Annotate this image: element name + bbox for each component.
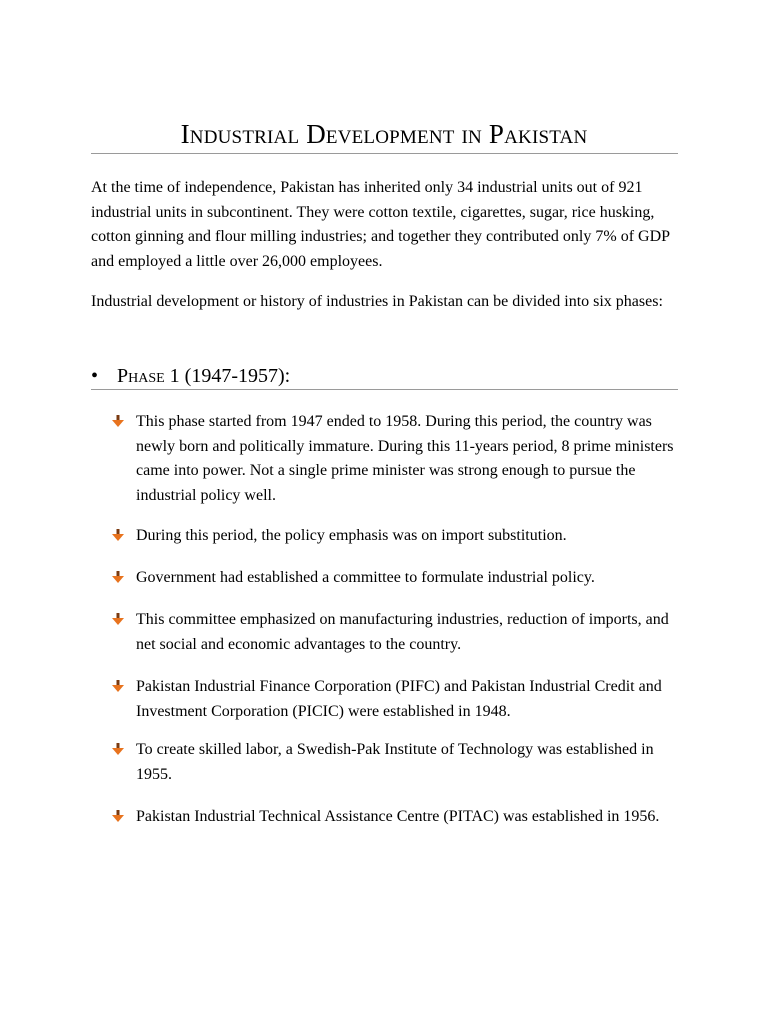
list-item-text: To create skilled labor, a Swedish-Pak Institute of Technology was established in 1955. — [136, 741, 654, 783]
down-arrow-bullet-icon — [112, 743, 124, 755]
list-item-text: Government had established a committee to formulate industrial policy. — [136, 569, 595, 586]
list-item-text: This committee emphasized on manufacturing industries, reduction of imports, and net social and economic advantages to the country. — [136, 611, 669, 653]
list-item-text: Pakistan Industrial Finance Corporation (PIFC) and Pakistan Industrial Credit and Investment Corporation (PICIC) were established in 1948. — [136, 678, 662, 720]
down-arrow-bullet-icon — [112, 415, 124, 427]
phase-1-heading-text: Phase 1 (1947-1957): — [117, 365, 291, 387]
down-arrow-bullet-icon — [112, 529, 124, 541]
list-item-text: This phase started from 1947 ended to 1958. During this period, the country was newly born and politically immature. During this 11-years period, 8 prime ministers came into power. Not a single prime minister was strong enough to pursue the industrial policy well. — [136, 413, 674, 504]
phases-paragraph: Industrial development or history of industries in Pakistan can be divided into six phases: — [91, 293, 663, 310]
phase-underline — [91, 389, 678, 390]
page-title: Industrial Development in Pakistan — [180, 119, 588, 149]
down-arrow-bullet-icon — [112, 810, 124, 822]
bullet-dot-icon: • — [91, 365, 99, 387]
list-item-text: Pakistan Industrial Technical Assistance Centre (PITAC) was established in 1956. — [136, 808, 660, 825]
down-arrow-bullet-icon — [112, 680, 124, 692]
phase-1-heading — [91, 363, 678, 389]
down-arrow-bullet-icon — [112, 571, 124, 583]
title-underline — [91, 153, 678, 154]
intro-paragraph: At the time of independence, Pakistan has inherited only 34 industrial units out of 921 industrial units in subcontinent. They were cotton textile, cigarettes, sugar, rice husking, cotton ginning and flour milling industries; and together they contributed only 7% of GDP and employed a little over 26,000 employees. — [91, 179, 670, 270]
down-arrow-bullet-icon — [112, 613, 124, 625]
list-item-text: During this period, the policy emphasis was on import substitution. — [136, 527, 567, 544]
